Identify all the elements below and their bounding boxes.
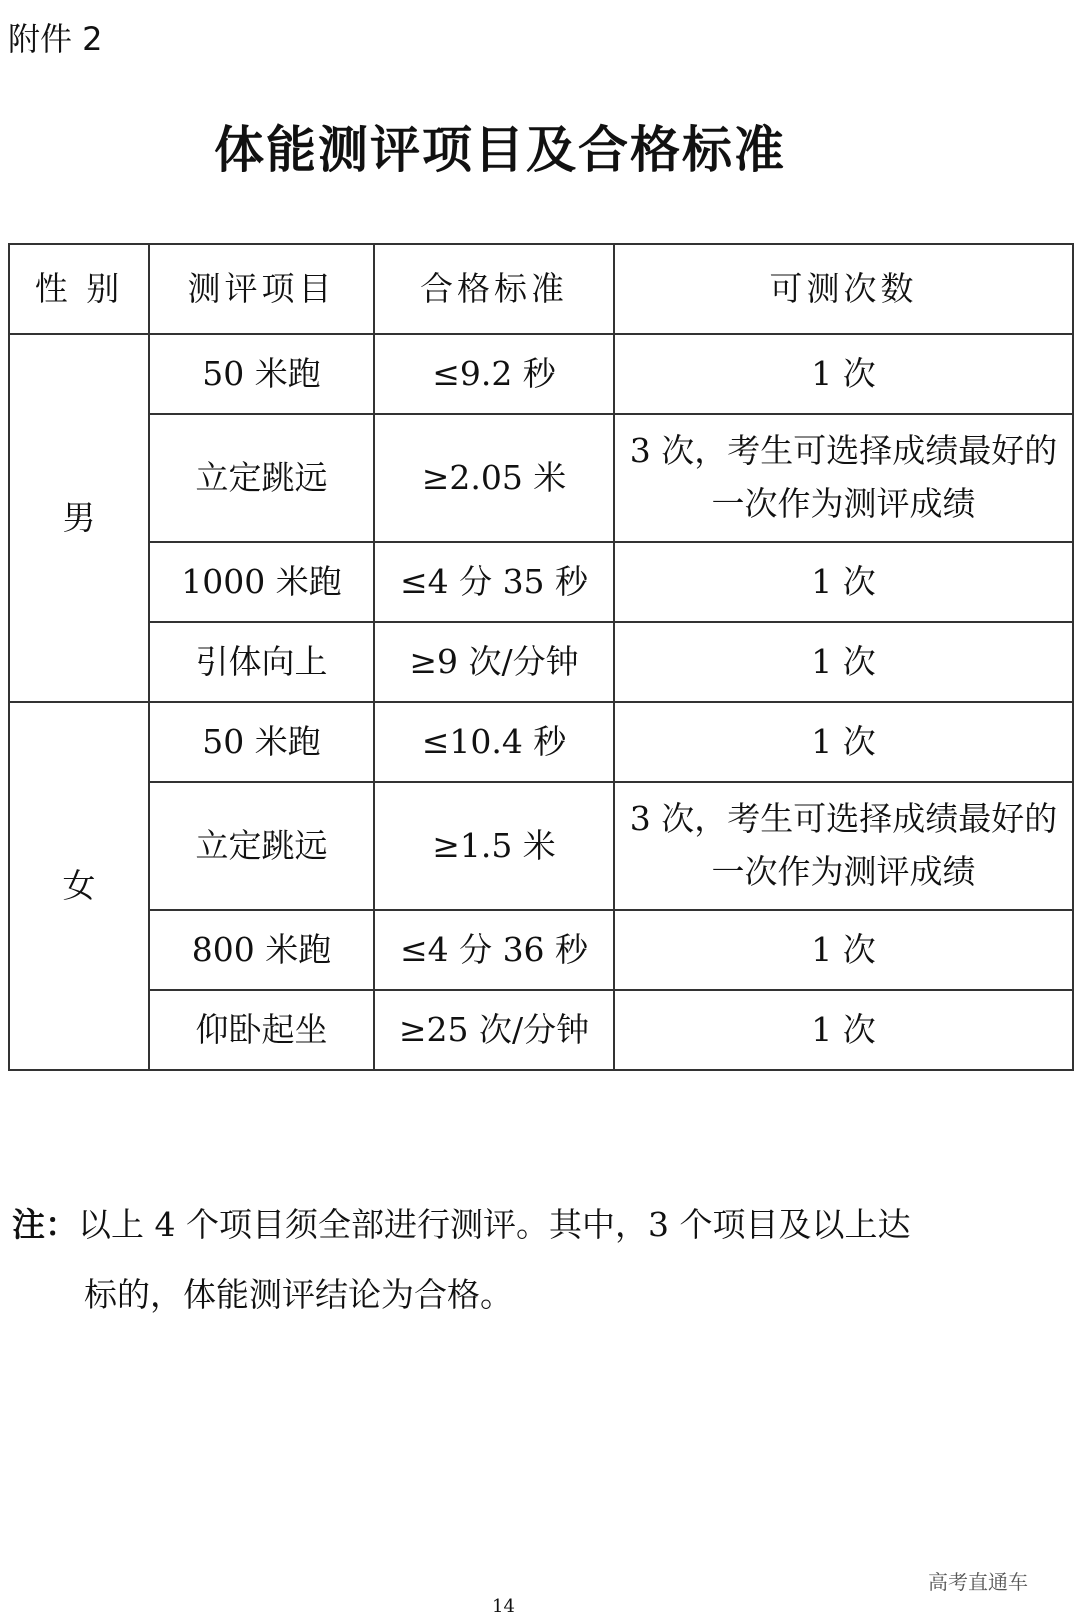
table-row — [9, 782, 1073, 910]
attempts-cell: 3 次，考生可选择成绩最好的一次作为测评成绩 — [614, 414, 1073, 542]
table-row — [9, 990, 1073, 1070]
attempts-cell: 3 次，考生可选择成绩最好的一次作为测评成绩 — [614, 782, 1073, 910]
footnote — [12, 1190, 910, 1330]
footnote-text-1: 以上 4 个项目须全部进行测评。其中，3 个项目及以上达 — [78, 1205, 911, 1244]
gender-cell-male: 男 — [9, 334, 149, 702]
attempts-cell: 1 次 — [614, 622, 1073, 702]
gender-cell-female: 女 — [9, 702, 149, 1070]
footnote-line-1 — [12, 1190, 910, 1260]
attempts-cell: 1 次 — [614, 542, 1073, 622]
item-cell: 50 米跑 — [149, 334, 374, 414]
table-row — [9, 542, 1073, 622]
standard-cell: ≥2.05 米 — [374, 414, 614, 542]
table-row — [9, 910, 1073, 990]
table-header-row — [9, 244, 1073, 334]
item-cell: 50 米跑 — [149, 702, 374, 782]
standard-cell: ≥25 次/分钟 — [374, 990, 614, 1070]
item-cell: 立定跳远 — [149, 782, 374, 910]
footnote-line-2: 标的，体能测评结论为合格。 — [84, 1275, 513, 1314]
standards-table — [8, 243, 1074, 1071]
standard-cell: ≤9.2 秒 — [374, 334, 614, 414]
standard-cell: ≥9 次/分钟 — [374, 622, 614, 702]
standard-cell: ≥1.5 米 — [374, 782, 614, 910]
standard-cell: ≤4 分 35 秒 — [374, 542, 614, 622]
attempts-cell: 1 次 — [614, 990, 1073, 1070]
footnote-lead: 注： — [12, 1205, 78, 1244]
page-number: 14 — [492, 1596, 515, 1617]
standard-cell: ≤10.4 秒 — [374, 702, 614, 782]
attempts-cell: 1 次 — [614, 334, 1073, 414]
header-gender: 性 别 — [9, 244, 149, 334]
item-cell: 1000 米跑 — [149, 542, 374, 622]
watermark: 高考直通车 — [928, 1570, 1028, 1594]
item-cell: 引体向上 — [149, 622, 374, 702]
header-standard: 合格标准 — [374, 244, 614, 334]
header-attempts: 可测次数 — [614, 244, 1073, 334]
item-cell: 仰卧起坐 — [149, 990, 374, 1070]
attempts-cell: 1 次 — [614, 702, 1073, 782]
header-item: 测评项目 — [149, 244, 374, 334]
attempts-cell: 1 次 — [614, 910, 1073, 990]
table-row — [9, 414, 1073, 542]
table-row — [9, 334, 1073, 414]
item-cell: 800 米跑 — [149, 910, 374, 990]
table-row — [9, 622, 1073, 702]
standard-cell: ≤4 分 36 秒 — [374, 910, 614, 990]
attachment-label: 附件 2 — [8, 20, 103, 58]
table-row — [9, 702, 1073, 782]
item-cell: 立定跳远 — [149, 414, 374, 542]
page-title: 体能测评项目及合格标准 — [214, 120, 786, 179]
